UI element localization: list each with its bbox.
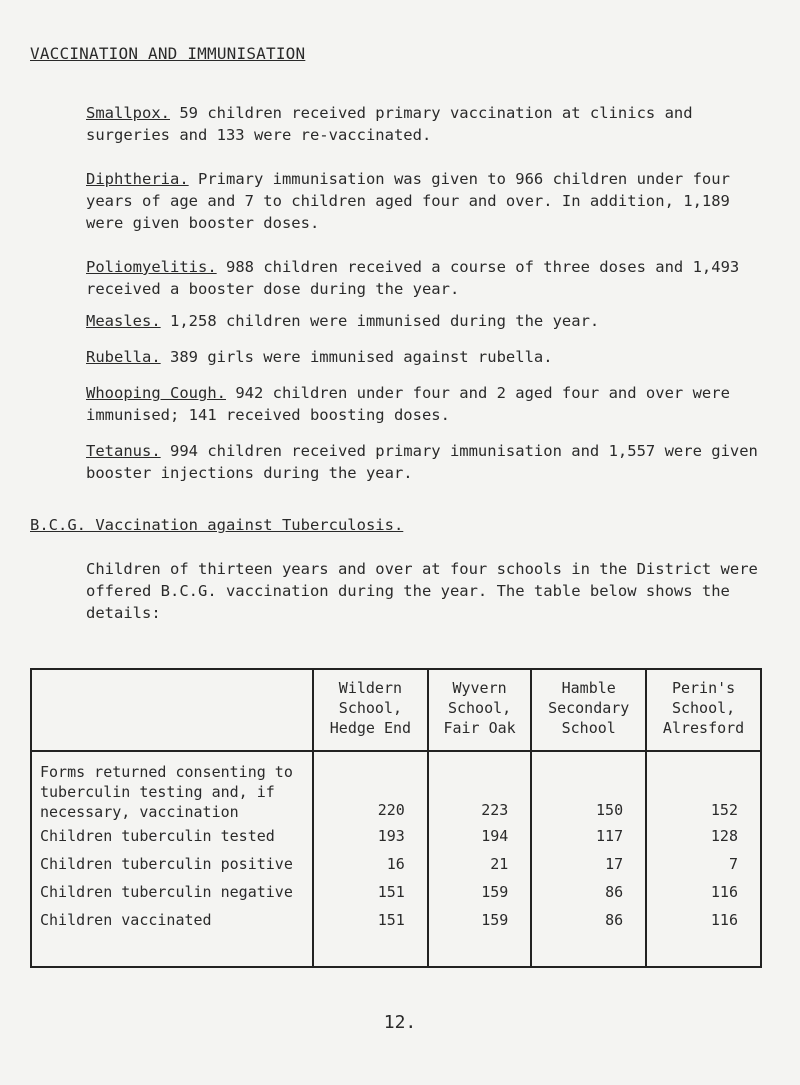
paragraph-label: Smallpox. xyxy=(86,104,170,122)
row-label: Children tuberculin negative xyxy=(31,878,313,906)
table-row xyxy=(31,878,761,906)
paragraph-text: 1,258 children were immunised during the year. xyxy=(160,312,600,330)
paragraph-diphtheria xyxy=(30,168,770,234)
row-label: Forms returned consenting to tuberculin testing and, if necessary, vaccination xyxy=(31,751,313,822)
page-number: 12. xyxy=(383,1012,417,1033)
paragraph-poliomyelitis xyxy=(30,256,770,300)
cell-value: 17 xyxy=(531,850,646,878)
paragraph-text: 988 children received a course of three doses and 1,493 received a booster dose during the year. xyxy=(86,258,740,298)
header-line: Hamble xyxy=(561,679,616,697)
paragraph-tetanus xyxy=(30,440,770,484)
paragraph-rubella xyxy=(30,346,770,368)
bcg-table xyxy=(30,668,762,968)
cell-value: 150 xyxy=(531,751,646,822)
cell-value: 86 xyxy=(531,878,646,906)
header-blank xyxy=(31,669,313,751)
header-wyvern xyxy=(428,669,531,751)
cell-value: 159 xyxy=(428,878,531,906)
cell-value: 21 xyxy=(428,850,531,878)
cell-value: 7 xyxy=(646,850,761,878)
cell-value: 116 xyxy=(646,878,761,906)
bcg-intro xyxy=(30,558,770,624)
header-line: Alresford xyxy=(662,719,745,737)
table-header-row xyxy=(31,669,761,751)
paragraph-label: Tetanus. xyxy=(86,442,161,460)
cell-value: 86 xyxy=(531,906,646,967)
page-heading: VACCINATION AND IMMUNISATION xyxy=(30,44,306,63)
paragraph-label: Whooping Cough. xyxy=(86,384,226,402)
paragraph-label: Rubella. xyxy=(86,348,161,366)
paragraph-text: 994 children received primary immunisation and 1,557 were given booster injections during the year. xyxy=(86,442,758,482)
paragraph-label: Diphtheria. xyxy=(86,170,189,188)
header-line: Perin's xyxy=(671,679,736,697)
header-line: School, xyxy=(671,699,736,717)
row-label: Children tuberculin positive xyxy=(31,850,313,878)
header-wildern xyxy=(313,669,428,751)
cell-value: 117 xyxy=(531,822,646,850)
table-row xyxy=(31,906,761,967)
cell-value: 16 xyxy=(313,850,428,878)
cell-value: 152 xyxy=(646,751,761,822)
paragraph-text: 389 girls were immunised against rubella. xyxy=(160,348,553,366)
cell-value: 151 xyxy=(313,906,428,967)
cell-value: 194 xyxy=(428,822,531,850)
bcg-heading: B.C.G. Vaccination against Tuberculosis. xyxy=(30,516,404,534)
header-line: Secondary xyxy=(548,699,630,717)
cell-value: 151 xyxy=(313,878,428,906)
table-row xyxy=(31,850,761,878)
header-line: School, xyxy=(447,699,512,717)
row-label: Children tuberculin tested xyxy=(31,822,313,850)
paragraph-text: Primary immunisation was given to 966 children under four years of age and 7 to children aged four and over. In addition, 1,189 were given booster doses. xyxy=(86,170,730,232)
paragraph-text: 942 children under four and 2 aged four and over were immunised; 141 received boosting doses. xyxy=(86,384,730,424)
cell-value: 128 xyxy=(646,822,761,850)
header-hamble xyxy=(531,669,646,751)
cell-value: 159 xyxy=(428,906,531,967)
header-line: School xyxy=(561,719,616,737)
header-line: Fair Oak xyxy=(443,719,516,737)
cell-value: 220 xyxy=(313,751,428,822)
cell-value: 223 xyxy=(428,751,531,822)
cell-value: 116 xyxy=(646,906,761,967)
paragraph-label: Measles. xyxy=(86,312,161,330)
paragraph-measles xyxy=(30,310,770,332)
header-line: Wyvern xyxy=(452,679,507,697)
paragraph-label: Poliomyelitis. xyxy=(86,258,217,276)
cell-value: 193 xyxy=(313,822,428,850)
row-label: Children vaccinated xyxy=(31,906,313,967)
header-line: Hedge End xyxy=(329,719,412,737)
header-line: School, xyxy=(338,699,403,717)
header-line: Wildern xyxy=(338,679,403,697)
bcg-intro-text: Children of thirteen years and over at four schools in the District were offered B.C.G. vaccination during the year. The table below shows the details: xyxy=(86,560,758,622)
paragraph-smallpox xyxy=(30,102,770,146)
table-row xyxy=(31,751,761,822)
table-row xyxy=(31,822,761,850)
paragraph-text: 59 children received primary vaccination at clinics and surgeries and 133 were re-vaccinated. xyxy=(86,104,693,144)
paragraph-whooping-cough xyxy=(30,382,770,426)
header-perins xyxy=(646,669,761,751)
